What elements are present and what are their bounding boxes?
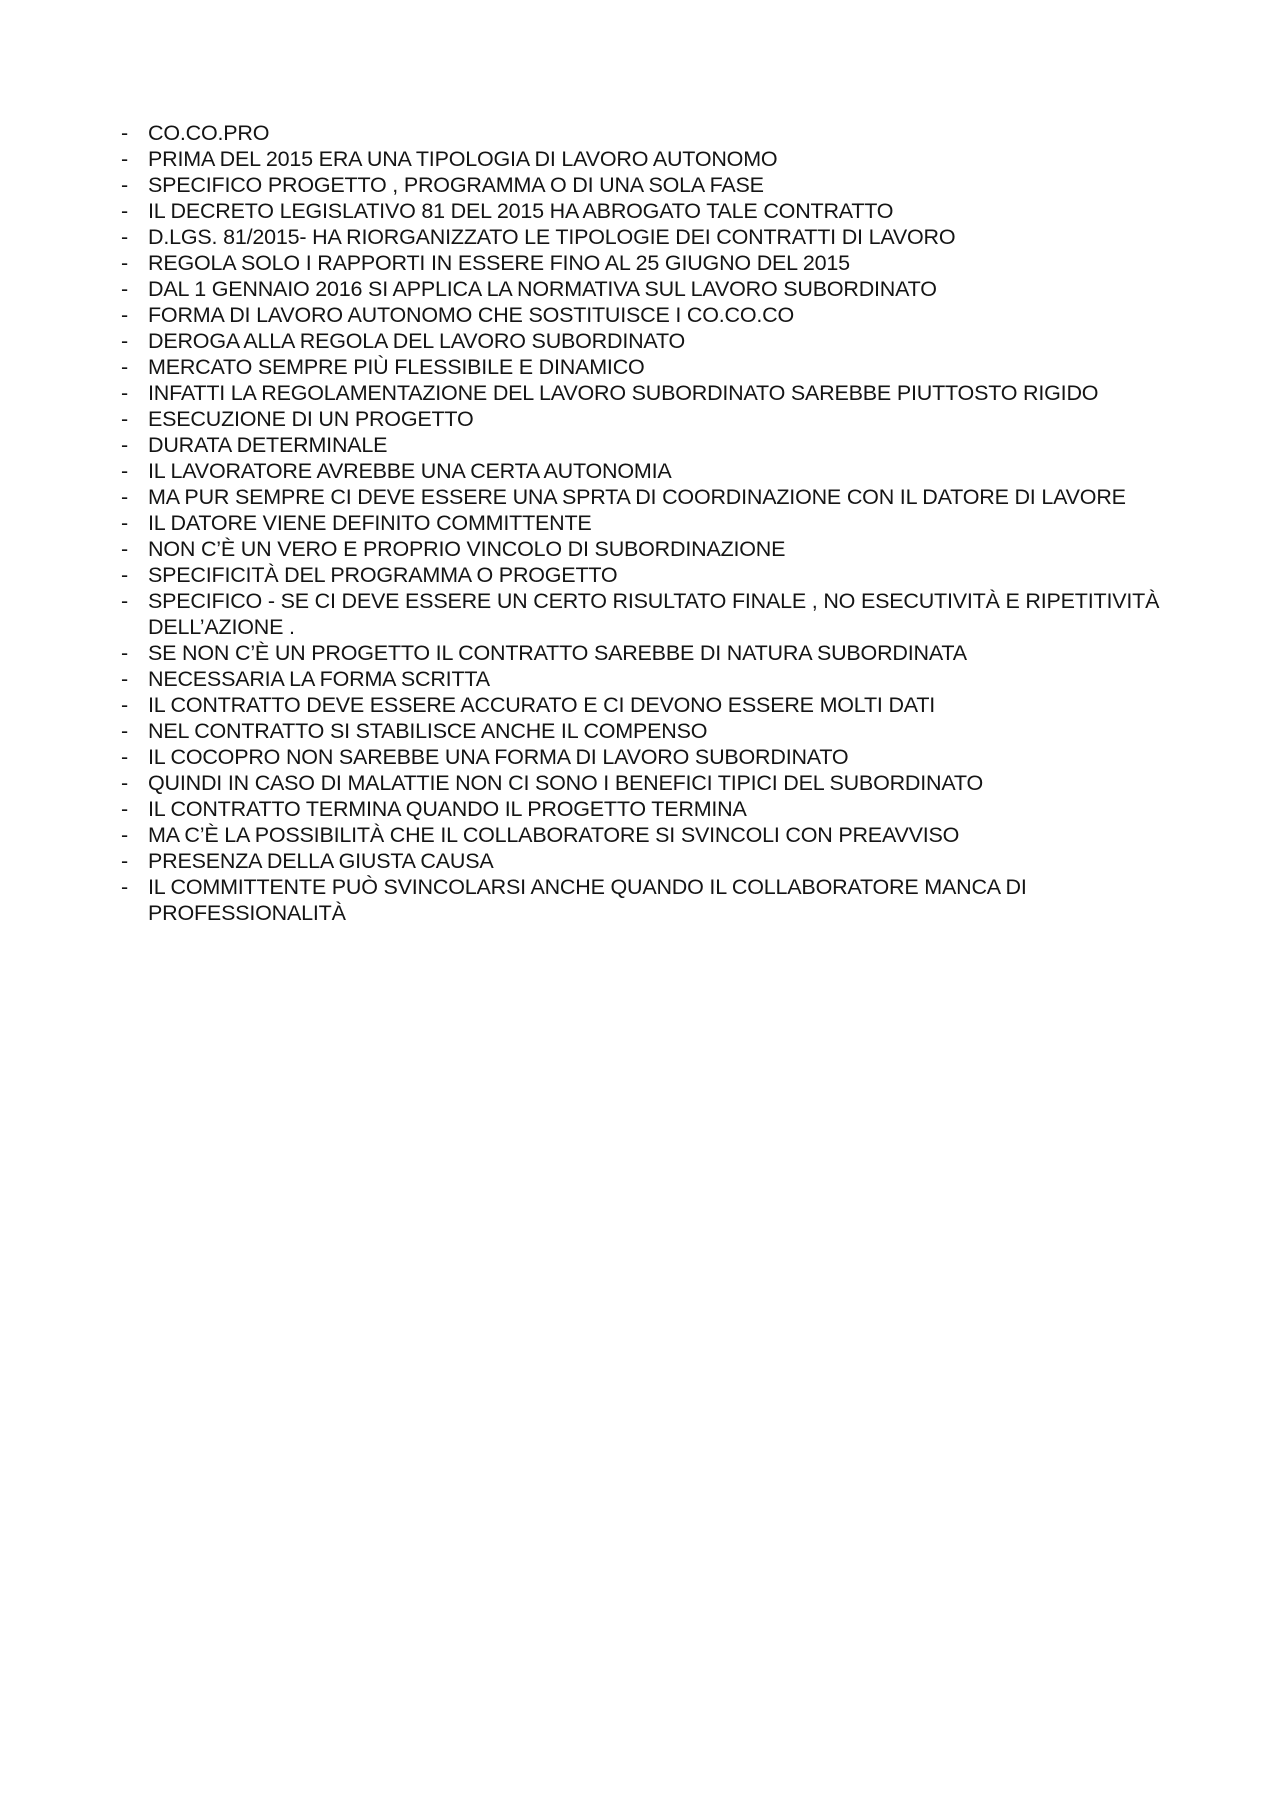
list-item: [121, 250, 1161, 276]
bullet-dash: -: [121, 355, 128, 379]
bullet-dash: -: [121, 329, 128, 353]
list-item: [121, 380, 1161, 406]
list-item-text: QUINDI IN CASO DI MALATTIE NON CI SONO I BENEFICI TIPICI DEL SUBORDINATO: [148, 771, 983, 795]
bullet-dash: -: [121, 173, 128, 197]
list-item-text: SPECIFICO - SE CI DEVE ESSERE UN CERTO RISULTATO FINALE , NO ESECUTIVITÀ E RIPETITIVITÀ DELL’AZIONE .: [148, 589, 1160, 639]
list-item: [121, 484, 1161, 510]
bullet-dash: -: [121, 459, 128, 483]
list-item-text: PRIMA DEL 2015 ERA UNA TIPOLOGIA DI LAVORO AUTONOMO: [148, 147, 778, 171]
list-item: [121, 406, 1161, 432]
list-item-text: IL LAVORATORE AVREBBE UNA CERTA AUTONOMIA: [148, 459, 672, 483]
bullet-dash: -: [121, 251, 128, 275]
list-item: [121, 510, 1161, 536]
bullet-dash: -: [121, 147, 128, 171]
list-item-text: IL DECRETO LEGISLATIVO 81 DEL 2015 HA ABROGATO TALE CONTRATTO: [148, 199, 894, 223]
list-item: [121, 432, 1161, 458]
bullet-dash: -: [121, 485, 128, 509]
list-item: [121, 744, 1161, 770]
list-item-text: MA C’È LA POSSIBILITÀ CHE IL COLLABORATORE SI SVINCOLI CON PREAVVISO: [148, 823, 960, 847]
list-item: [121, 640, 1161, 666]
list-item: [121, 302, 1161, 328]
bullet-dash: -: [121, 693, 128, 717]
bullet-dash: -: [121, 433, 128, 457]
list-item-text: NEL CONTRATTO SI STABILISCE ANCHE IL COMPENSO: [148, 719, 708, 743]
list-item-text: SPECIFICITÀ DEL PROGRAMMA O PROGETTO: [148, 563, 618, 587]
bullet-dash: -: [121, 225, 128, 249]
list-item-text: SE NON C’È UN PROGETTO IL CONTRATTO SAREBBE DI NATURA SUBORDINATA: [148, 641, 967, 665]
bullet-list: [121, 120, 1161, 926]
bullet-dash: -: [121, 537, 128, 561]
list-item-text: NECESSARIA LA FORMA SCRITTA: [148, 667, 490, 691]
list-item-text: DURATA DETERMINALE: [148, 433, 388, 457]
list-item-text: MERCATO SEMPRE PIÙ FLESSIBILE E DINAMICO: [148, 355, 645, 379]
list-item: [121, 224, 1161, 250]
list-item: [121, 120, 1161, 146]
bullet-dash: -: [121, 823, 128, 847]
list-item: [121, 458, 1161, 484]
list-item-text: MA PUR SEMPRE CI DEVE ESSERE UNA SPRTA DI COORDINAZIONE CON IL DATORE DI LAVORE: [148, 485, 1126, 509]
bullet-dash: -: [121, 277, 128, 301]
bullet-dash: -: [121, 797, 128, 821]
list-item-text: IL CONTRATTO DEVE ESSERE ACCURATO E CI DEVONO ESSERE MOLTI DATI: [148, 693, 936, 717]
list-item-text: SPECIFICO PROGETTO , PROGRAMMA O DI UNA SOLA FASE: [148, 173, 764, 197]
list-item: [121, 198, 1161, 224]
bullet-dash: -: [121, 121, 128, 145]
bullet-dash: -: [121, 563, 128, 587]
list-item-text: DEROGA ALLA REGOLA DEL LAVORO SUBORDINATO: [148, 329, 686, 353]
bullet-dash: -: [121, 199, 128, 223]
bullet-dash: -: [121, 511, 128, 535]
list-item: [121, 276, 1161, 302]
list-item-text: IL COMMITTENTE PUÒ SVINCOLARSI ANCHE QUANDO IL COLLABORATORE MANCA DI PROFESSIONALITÀ: [148, 875, 1027, 925]
bullet-dash: -: [121, 771, 128, 795]
list-item-text: IL COCOPRO NON SAREBBE UNA FORMA DI LAVORO SUBORDINATO: [148, 745, 849, 769]
list-item: [121, 770, 1161, 796]
list-item-text: CO.CO.PRO: [148, 121, 270, 145]
list-item: [121, 796, 1161, 822]
list-item: [121, 562, 1161, 588]
list-item: [121, 822, 1161, 848]
bullet-dash: -: [121, 849, 128, 873]
list-item: [121, 666, 1161, 692]
list-item: [121, 146, 1161, 172]
list-item: [121, 692, 1161, 718]
bullet-dash: -: [121, 875, 128, 899]
bullet-dash: -: [121, 381, 128, 405]
list-item-text: INFATTI LA REGOLAMENTAZIONE DEL LAVORO SUBORDINATO SAREBBE PIUTTOSTO RIGIDO: [148, 381, 1099, 405]
list-item-text: FORMA DI LAVORO AUTONOMO CHE SOSTITUISCE I CO.CO.CO: [148, 303, 795, 327]
bullet-dash: -: [121, 745, 128, 769]
list-item: [121, 328, 1161, 354]
list-item: [121, 874, 1161, 926]
list-item-text: IL CONTRATTO TERMINA QUANDO IL PROGETTO TERMINA: [148, 797, 747, 821]
list-item-text: PRESENZA DELLA GIUSTA CAUSA: [148, 849, 494, 873]
bullet-dash: -: [121, 719, 128, 743]
list-item-text: DAL 1 GENNAIO 2016 SI APPLICA LA NORMATIVA SUL LAVORO SUBORDINATO: [148, 277, 937, 301]
bullet-dash: -: [121, 667, 128, 691]
bullet-dash: -: [121, 303, 128, 327]
list-item-text: NON C’È UN VERO E PROPRIO VINCOLO DI SUBORDINAZIONE: [148, 537, 786, 561]
bullet-dash: -: [121, 407, 128, 431]
list-item: [121, 536, 1161, 562]
list-item: [121, 172, 1161, 198]
bullet-dash: -: [121, 641, 128, 665]
list-item: [121, 588, 1161, 640]
list-item: [121, 718, 1161, 744]
list-item-text: IL DATORE VIENE DEFINITO COMMITTENTE: [148, 511, 592, 535]
list-item: [121, 354, 1161, 380]
list-item-text: ESECUZIONE DI UN PROGETTO: [148, 407, 474, 431]
list-item: [121, 848, 1161, 874]
bullet-dash: -: [121, 589, 128, 613]
list-item-text: REGOLA SOLO I RAPPORTI IN ESSERE FINO AL 25 GIUGNO DEL 2015: [148, 251, 850, 275]
list-item-text: D.LGS. 81/2015- HA RIORGANIZZATO LE TIPOLOGIE DEI CONTRATTI DI LAVORO: [148, 225, 956, 249]
